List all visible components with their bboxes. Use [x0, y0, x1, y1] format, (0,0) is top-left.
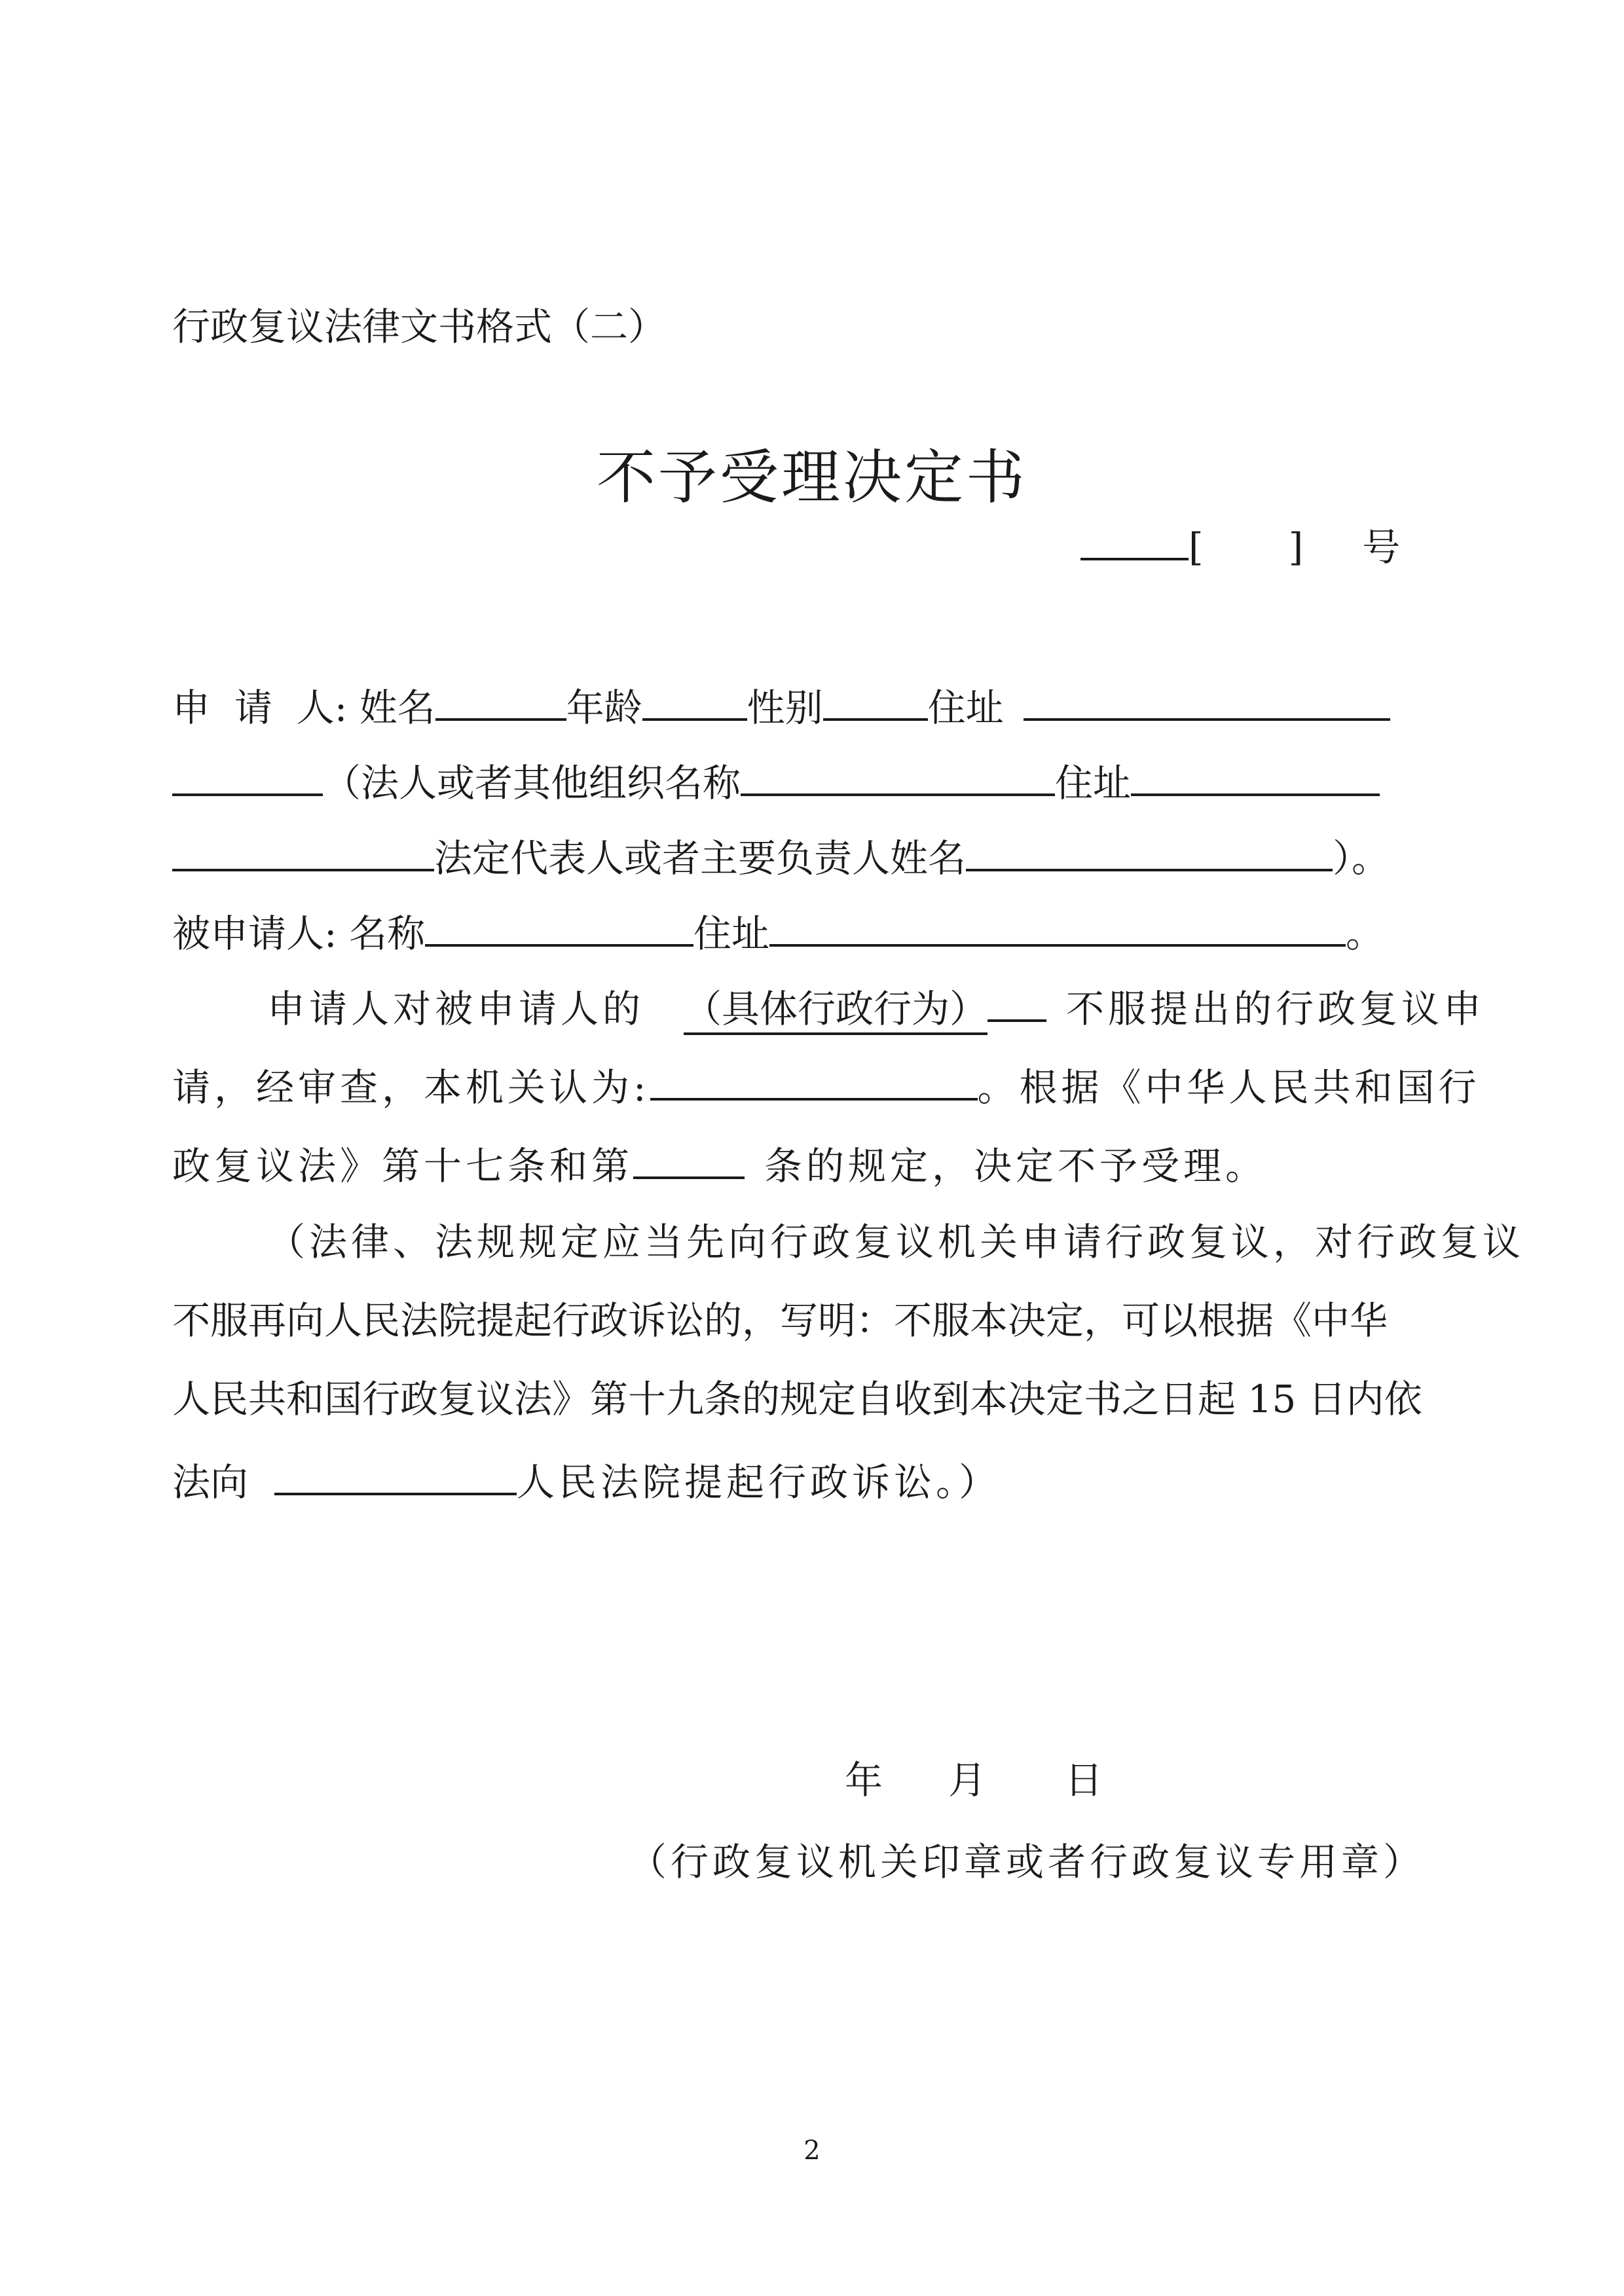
- rep-name-blank: [966, 835, 1333, 871]
- body2-line-3: [172, 1377, 1422, 1421]
- number-bracket-right: ]: [1288, 525, 1304, 570]
- format-title: 行政复议法律文书格式（二）: [172, 304, 667, 349]
- body1-line-2: [172, 1064, 1481, 1110]
- applicant-age-blank: [642, 684, 747, 721]
- number-suffix: 号: [1362, 525, 1401, 570]
- respondent-address-label: 住址: [693, 911, 770, 956]
- body1-p1-b: 不服提出的行政复议申: [1066, 987, 1486, 1031]
- applicant-name-blank: [435, 684, 566, 721]
- body1-p2-a: 请，经审查，本机关认为:: [172, 1065, 650, 1110]
- specific-act: （具体行政行为）: [684, 987, 987, 1035]
- org-address-blank-2: [172, 835, 434, 871]
- body1-p3-b: 条的规定，决定不予受理。: [764, 1144, 1268, 1188]
- date-line: [845, 1758, 1103, 1802]
- org-name-label: （法人或者其他组织名称: [323, 761, 741, 805]
- applicant-address-label: 住址: [927, 685, 1004, 730]
- seal-note-text: （行政复议机关印章或者行政复议专用章）: [629, 1840, 1426, 1884]
- applicant-label: 申 请 人:: [172, 685, 348, 730]
- opinion-blank: [650, 1064, 978, 1101]
- respondent-address-blank: [769, 910, 1346, 947]
- respondent-label: 被申请人:: [172, 911, 337, 956]
- body2-l4-b: 人民法院提起行政诉讼。）: [517, 1460, 1001, 1504]
- body1-p1-a: 申请人对被申请人的: [267, 987, 645, 1031]
- applicant-line-1: [172, 684, 1390, 730]
- rep-label: 法定代表人或者主要负责人姓名: [434, 836, 967, 881]
- org-name-blank: [741, 759, 1055, 796]
- respondent-name-blank: [425, 910, 693, 947]
- article-blank: [633, 1142, 745, 1179]
- court-blank: [274, 1459, 517, 1495]
- applicant-address-blank-2: [172, 759, 323, 796]
- applicant-gender-label: 性别: [747, 685, 823, 730]
- body2-l2: 不服再向人民法院提起行政诉讼的，写明：不服本决定，可以根据《中华: [172, 1298, 1388, 1343]
- org-address-blank: [1131, 759, 1380, 796]
- date-month: 月: [948, 1758, 987, 1802]
- body2-l4-a: 法向: [172, 1460, 249, 1504]
- page-number: 2: [803, 2136, 821, 2166]
- document-number: [1080, 524, 1401, 570]
- date-year: 年: [845, 1758, 883, 1802]
- applicant-line-2: [172, 759, 1380, 805]
- respondent-end: 。: [1346, 911, 1384, 956]
- number-bracket-left: [: [1189, 525, 1204, 570]
- body1-p3-a: 政复议法》第十七条和第: [172, 1144, 634, 1188]
- body2-line-1: [267, 1220, 1525, 1264]
- number-blank: [1080, 524, 1189, 560]
- document-title: 不予受理决定书: [597, 443, 1027, 512]
- applicant-name-label: 姓名: [359, 685, 435, 730]
- body2-line-4: [172, 1459, 1001, 1504]
- rep-close: ）。: [1333, 836, 1390, 881]
- specific-act-blank: [987, 985, 1046, 1022]
- body2-line-2: [172, 1298, 1388, 1343]
- body1-line-1: [267, 985, 1486, 1031]
- applicant-age-label: 年龄: [566, 685, 642, 730]
- body2-l1: （法律、法规规定应当先向行政复议机关申请行政复议，对行政复议: [267, 1220, 1525, 1264]
- body1-p2-b: 。根据《中华人民共和国行: [977, 1065, 1481, 1110]
- date-day: 日: [1065, 1758, 1103, 1802]
- applicant-address-blank: [1024, 684, 1390, 721]
- respondent-name-label: 名称: [348, 911, 425, 956]
- applicant-line-3: [172, 835, 1390, 881]
- org-address-label: 住址: [1055, 761, 1132, 805]
- applicant-gender-blank: [823, 684, 928, 721]
- body2-l3: 人民共和国行政复议法》第十九条的规定自收到本决定书之日起 15 日内依: [172, 1377, 1422, 1421]
- respondent-line: [172, 910, 1384, 956]
- body1-line-3: [172, 1142, 1268, 1188]
- seal-note: [629, 1840, 1426, 1884]
